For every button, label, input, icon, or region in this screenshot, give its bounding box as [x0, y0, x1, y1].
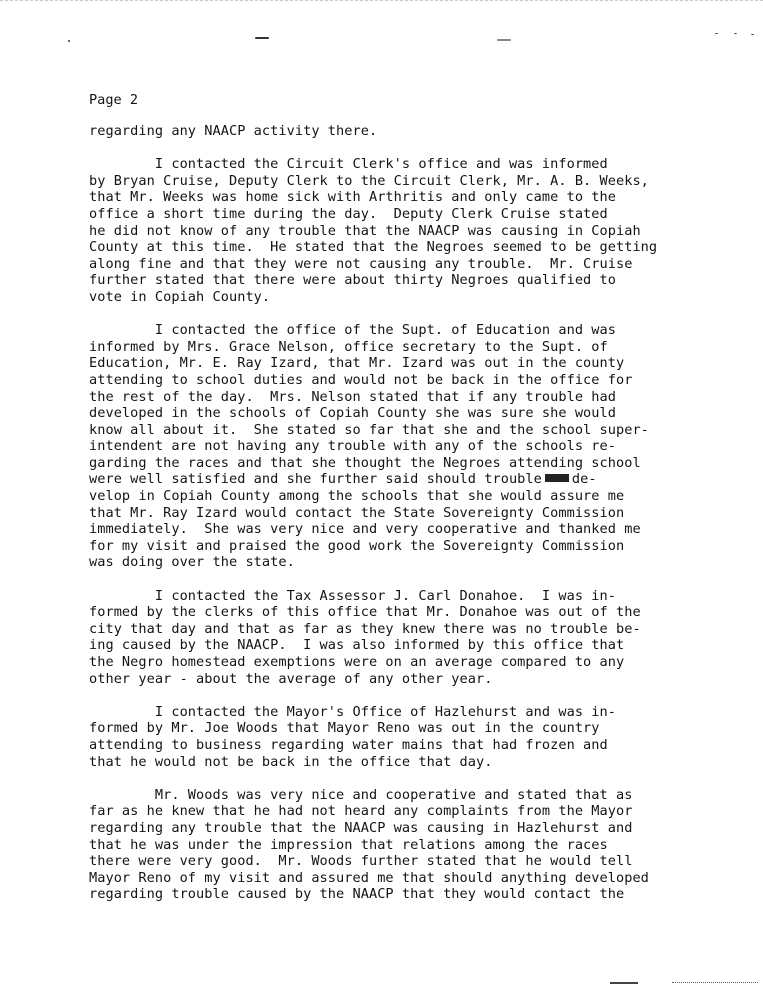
text-line: velop in Copiah County among the schools that she would assure me	[89, 488, 625, 505]
text-line: the rest of the day. Mrs. Nelson stated that if any trouble had	[89, 388, 616, 405]
text-line: Mayor Reno of my visit and assured me that should anything developed	[89, 869, 649, 886]
scan-edge-bottom	[610, 982, 638, 987]
text-line: I contacted the office of the Supt. of Education and was	[89, 322, 616, 339]
text-line: attending to school duties and would not be back in the office for	[89, 371, 633, 388]
text-line: Mr. Woods was very nice and cooperative and stated that as	[89, 786, 633, 803]
text-line: attending to business regarding water mains that had frozen and	[89, 736, 608, 753]
scan-edge-bottom	[672, 982, 758, 986]
scan-speck	[751, 34, 754, 35]
text-line: along fine and that they were not causing any trouble. Mr. Cruise	[89, 255, 633, 272]
scan-speck	[68, 40, 70, 42]
text-line: far as he knew that he had not heard any complaints from the Mayor	[89, 803, 633, 820]
text-line: he did not know of any trouble that the NAACP was causing in Copiah	[89, 222, 641, 239]
text-line: the Negro homestead exemptions were on an average compared to any	[89, 654, 625, 670]
text-line: city that day and that as far as they knew there was no trouble be-	[89, 620, 641, 637]
text-line: I contacted the Mayor's Office of Hazlehurst and was in-	[89, 703, 616, 720]
line-tail-text: de-	[571, 471, 597, 488]
document-body	[89, 123, 754, 920]
scan-edge-top	[0, 0, 763, 4]
paragraph	[89, 787, 754, 903]
text-line: developed in the schools of Copiah County she was sure she would	[89, 405, 616, 422]
text-line: there were very good. Mr. Woods further stated that he would tell	[89, 853, 633, 870]
text-line: that Mr. Ray Izard would contact the State Sovereignty Commission	[89, 504, 625, 521]
text-line: County at this time. He stated that the Negroes seemed to be getting	[89, 239, 658, 256]
scan-speck	[734, 33, 737, 34]
text-line: that he would not be back in the office that day.	[89, 753, 493, 770]
text-line: regarding trouble caused by the NAACP that they would contact the	[89, 886, 625, 903]
paragraph	[89, 704, 754, 770]
text-line: I contacted the Circuit Clerk's office and was informed	[89, 156, 608, 173]
text-line: regarding any trouble that the NAACP was causing in Hazlehurst and	[89, 819, 633, 836]
text-line: know all about it. She stated so far that she and the school super-	[89, 421, 649, 438]
text-line: immediately. She was very nice and very cooperative and thanked me	[89, 521, 641, 538]
text-line: for my visit and praised the good work the Sovereignty Commission	[89, 537, 625, 554]
text-line: garding the races and that she thought the Negroes attending school	[89, 454, 641, 471]
text-line: ing caused by the NAACP. I was also informed by this office that	[89, 637, 625, 654]
text-line: office a short time during the day. Deputy Clerk Cruise stated	[89, 205, 608, 222]
paragraph	[89, 156, 754, 305]
scan-speck	[497, 39, 511, 41]
text-line: that Mr. Weeks was home sick with Arthritis and only came to the	[89, 189, 616, 206]
paragraph	[89, 322, 754, 571]
text-line: intendent are not having any trouble with any of the schools re-	[89, 438, 616, 455]
text-line: informed by Mrs. Grace Nelson, office secretary to the Supt. of	[89, 338, 608, 355]
text-line: Education, Mr. E. Ray Izard, that Mr. Izard was out in the county	[89, 355, 625, 372]
paragraph	[89, 588, 754, 688]
struck-out-word	[545, 474, 569, 482]
text-line: regarding any NAACP activity there.	[89, 123, 378, 139]
text-line: I contacted the Tax Assessor J. Carl Donahoe. I was in-	[89, 587, 616, 604]
scan-speck	[715, 33, 718, 34]
page-number: Page 2	[89, 92, 139, 108]
line-text: were well satisfied and she further said should trouble	[89, 471, 542, 488]
text-line: formed by Mr. Joe Woods that Mayor Reno was out in the country	[89, 720, 600, 737]
text-line: that he was under the impression that relations among the races	[89, 836, 608, 853]
scan-speck	[255, 37, 269, 39]
text-line: was doing over the state.	[89, 554, 295, 571]
text-line: formed by the clerks of this office that Mr. Donahoe was out of the	[89, 604, 641, 621]
text-line: further stated that there were about thirty Negroes qualified to	[89, 272, 616, 289]
text-line: vote in Copiah County.	[89, 288, 271, 305]
text-line: other year - about the average of any other year.	[89, 670, 493, 687]
text-line-with-strikeout	[89, 471, 754, 488]
paragraph	[89, 123, 754, 140]
text-line: by Bryan Cruise, Deputy Clerk to the Circuit Clerk, Mr. A. B. Weeks,	[89, 172, 649, 189]
